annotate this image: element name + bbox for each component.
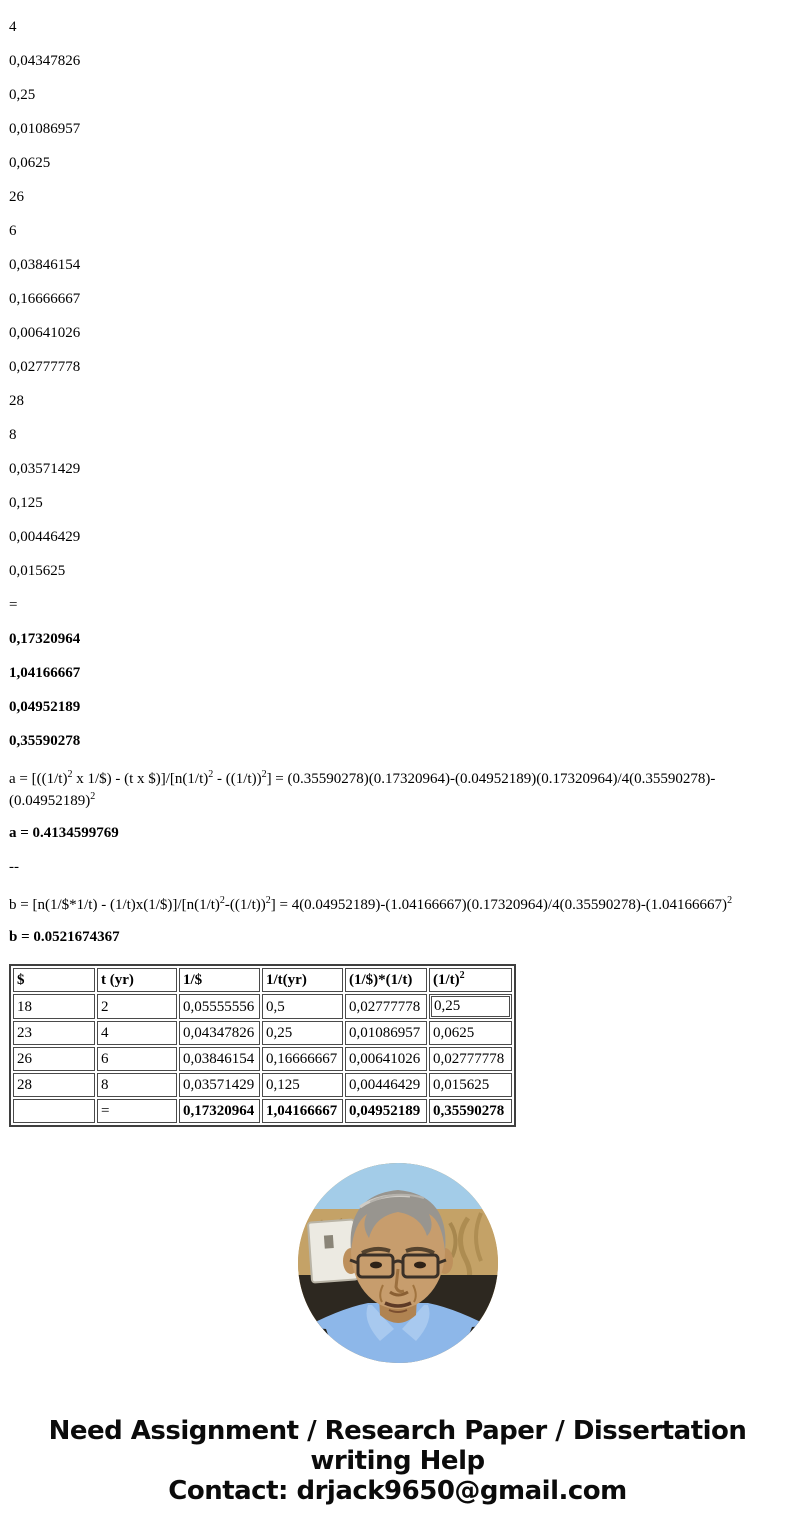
sum-value-line: 1,04166667 xyxy=(9,665,81,681)
value-line: 8 xyxy=(9,427,17,443)
cell: 26 xyxy=(13,1047,95,1071)
sum-value-line: 0,35590278 xyxy=(9,733,81,749)
cell: 23 xyxy=(13,1021,95,1045)
promo-banner xyxy=(9,1416,786,1506)
value-line: 4 xyxy=(9,19,17,35)
value-line: 0,00446429 xyxy=(9,529,81,545)
table-row xyxy=(13,1073,512,1097)
value-line: 0,0625 xyxy=(9,155,51,171)
value-line: 0,015625 xyxy=(9,563,66,579)
cell: 4 xyxy=(97,1021,177,1045)
cell: 0,03571429 xyxy=(179,1073,260,1097)
col-header: 1/t(yr) xyxy=(262,968,343,992)
total-cell: 0,04952189 xyxy=(345,1099,427,1123)
cell: 0,00641026 xyxy=(345,1047,427,1071)
table-row xyxy=(13,1047,512,1071)
col-header: (1/$)*(1/t) xyxy=(345,968,427,992)
cell: 0,05555556 xyxy=(179,994,260,1019)
value-line: 0,03571429 xyxy=(9,461,81,477)
cell: 0,04347826 xyxy=(179,1021,260,1045)
value-line: 0,04347826 xyxy=(9,53,81,69)
col-header: $ xyxy=(13,968,95,992)
superscript: 2 xyxy=(67,769,73,780)
cell: 0,0625 xyxy=(429,1021,512,1045)
table-row xyxy=(13,1021,512,1045)
cell: 28 xyxy=(13,1073,95,1097)
cell: 0,00446429 xyxy=(345,1073,427,1097)
cell xyxy=(13,1099,95,1123)
cell: 0,015625 xyxy=(429,1073,512,1097)
value-line: 0,03846154 xyxy=(9,257,81,273)
cell: 8 xyxy=(97,1073,177,1097)
sum-value-line: 0,17320964 xyxy=(9,631,81,647)
cell: 6 xyxy=(97,1047,177,1071)
cell: 0,5 xyxy=(262,994,343,1019)
formula-a-result: a = 0.4134599769 xyxy=(9,825,119,841)
formula-a-text: a = [((1/t) xyxy=(9,771,68,787)
calculation-table xyxy=(9,964,516,1127)
superscript: 2 xyxy=(208,769,214,780)
col-header: 1/$ xyxy=(179,968,260,992)
portrait-illustration xyxy=(298,1163,498,1363)
value-line: 26 xyxy=(9,189,24,205)
value-line: 0,16666667 xyxy=(9,291,81,307)
cell: = xyxy=(97,1099,177,1123)
selected-cell: 0,25 xyxy=(429,994,512,1019)
superscript: 2 xyxy=(219,895,225,906)
cell: 0,03846154 xyxy=(179,1047,260,1071)
sum-value-line: 0,04952189 xyxy=(9,699,81,715)
value-line: 0,125 xyxy=(9,495,43,511)
superscript: 2 xyxy=(459,970,465,981)
portrait-photo xyxy=(298,1163,498,1363)
superscript: 2 xyxy=(265,895,271,906)
cell: 0,02777778 xyxy=(345,994,427,1019)
value-line: 0,01086957 xyxy=(9,121,81,137)
banner-line-1: Need Assignment / Research Paper / Dissertation xyxy=(48,1416,747,1446)
total-cell: 0,35590278 xyxy=(429,1099,512,1123)
value-line: 0,02777778 xyxy=(9,359,81,375)
superscript: 2 xyxy=(261,769,267,780)
banner-contact-email: Contact: drjack9650@gmail.com xyxy=(168,1476,627,1506)
cell: 0,125 xyxy=(262,1073,343,1097)
superscript: 2 xyxy=(90,791,96,802)
total-cell: 1,04166667 xyxy=(262,1099,343,1123)
formula-b-result: b = 0.0521674367 xyxy=(9,929,120,945)
cell: 0,25 xyxy=(262,1021,343,1045)
table-totals-row xyxy=(13,1099,512,1123)
col-header: $(1/t)^2$ xyxy=(429,968,512,992)
cell: 0,16666667 xyxy=(262,1047,343,1071)
banner-line-2: writing Help xyxy=(310,1446,485,1476)
value-line: 28 xyxy=(9,393,24,409)
col-header: t (yr) xyxy=(97,968,177,992)
value-line: 0,25 xyxy=(9,87,36,103)
cell: 0,01086957 xyxy=(345,1021,427,1045)
separator-dashes: -- xyxy=(9,859,19,875)
total-cell: 0,17320964 xyxy=(179,1099,260,1123)
table-row xyxy=(13,994,512,1019)
cell: 0,02777778 xyxy=(429,1047,512,1071)
value-line: 6 xyxy=(9,223,17,239)
equals-line: = xyxy=(9,597,18,613)
formula-b-text: b = [n(1/$*1/t) - (1/t)x(1/$)]/[n(1/t) xyxy=(9,897,220,913)
formula-a: $a = [((1/t)^2$ x 1/$) - (t x $\$)]/[n(1/t)^2 - ((1/t))^2] = (0.35590278)(0.17320964)-(0.04952189)(0.17320964)/4(0.35590278)-(0.04952189)^2$ xyxy=(9,769,716,809)
cell: 18 xyxy=(13,994,95,1019)
superscript: 2 xyxy=(727,895,733,906)
cell: 2 xyxy=(97,994,177,1019)
table-header-row xyxy=(13,968,512,992)
value-line: 0,00641026 xyxy=(9,325,81,341)
formula-b: b = [n(1/$*1/t) - $(1/t)x(1/\$)]/[n(1/t)^2-((1/t))^2] = 4(0.04952189)-(1.04166667)(0.17320964)/4(0.35590278)-(1.04166667)^2$ xyxy=(9,895,733,913)
